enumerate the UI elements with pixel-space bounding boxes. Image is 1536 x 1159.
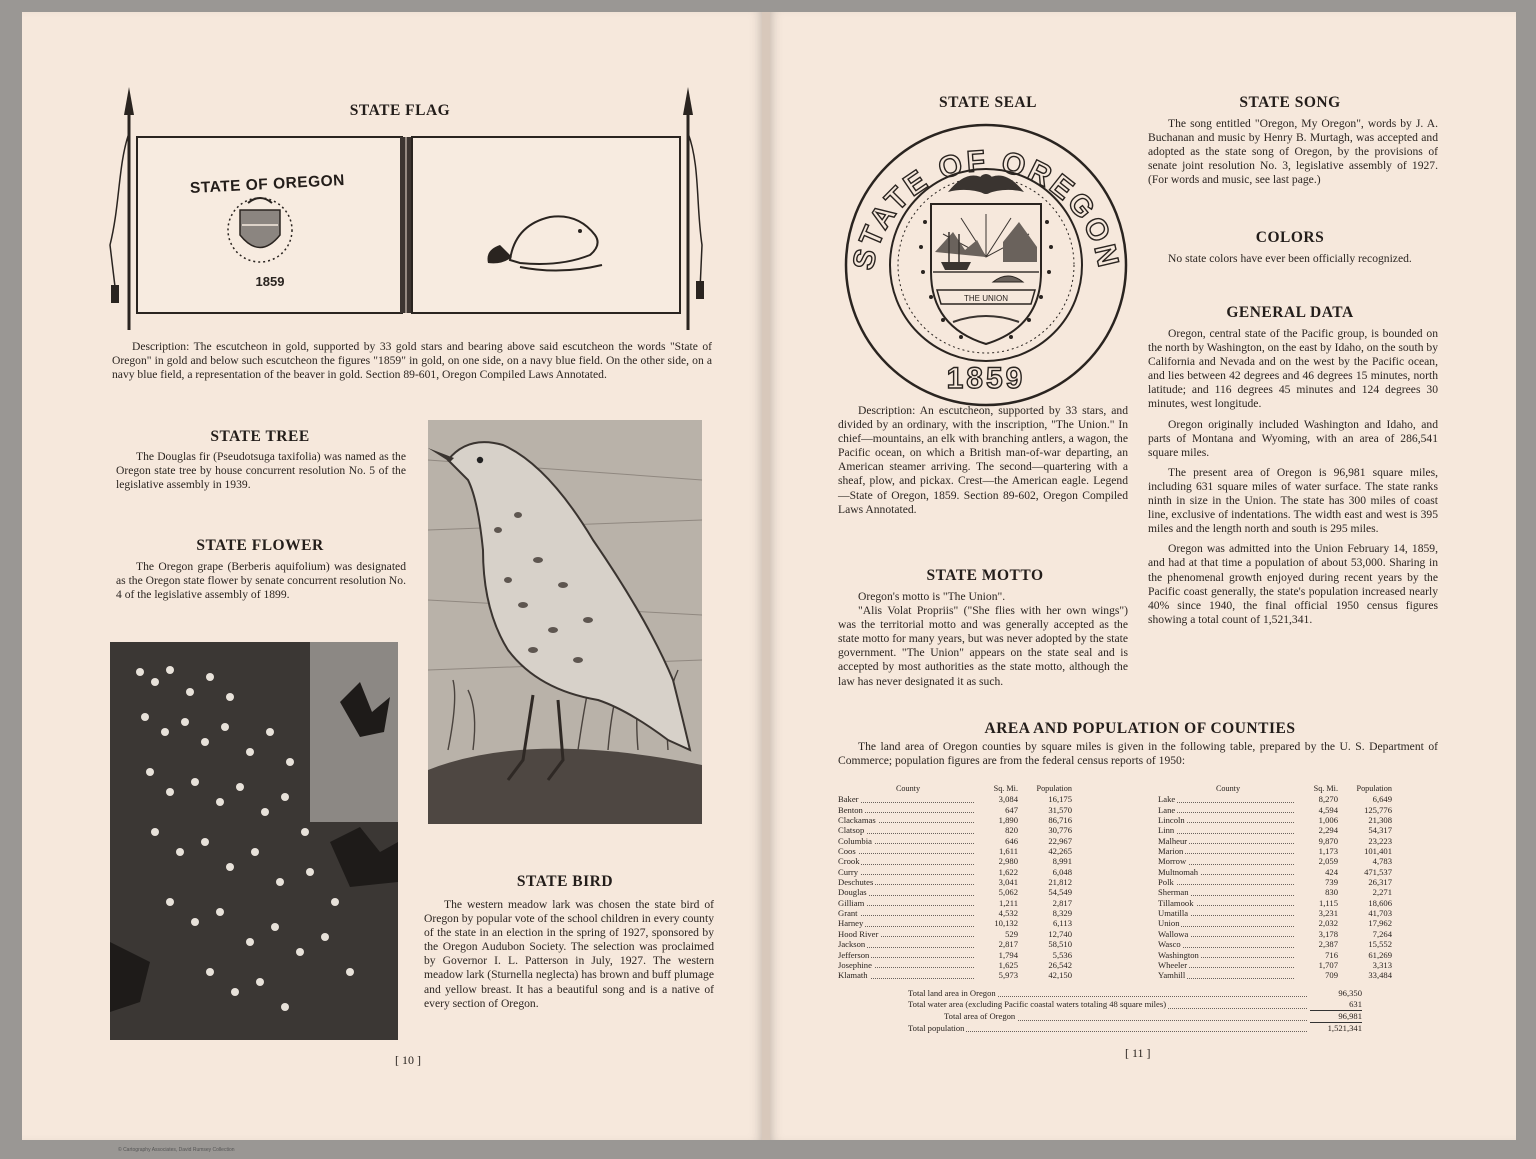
table-row	[838, 929, 1072, 939]
table-row	[838, 908, 1072, 918]
county-population: 8,329	[1052, 908, 1072, 919]
county-sq-mi: 5,973	[998, 970, 1018, 981]
county-name	[1158, 877, 1298, 887]
county-population: 41,703	[1368, 908, 1392, 919]
table-row	[838, 898, 1072, 908]
county-sq-mi: 647	[1005, 804, 1018, 815]
total-area-row	[908, 1011, 1362, 1023]
flag-description-text: Description: The escutcheon in gold, supported by 33 gold stars and bearing above said escutcheon the words "State of Oregon" in gold and below such escutcheon the figures "1859" in gold, on one side, on a navy blue field. On the other side, on a navy blue field, a representation of the beaver in gold. Section 89-601, Oregon Compiled Laws Annotated.	[112, 340, 712, 382]
general-data-heading: GENERAL DATA	[1226, 304, 1354, 321]
county-population: 30,776	[1048, 825, 1072, 836]
county-name-text: Lane	[1158, 804, 1176, 815]
county-population: 6,649	[1372, 794, 1392, 805]
county-sq-mi: 3,231	[1318, 908, 1338, 919]
county-name-text: Jefferson	[838, 949, 870, 960]
total-land-value: 96,350	[1338, 988, 1362, 998]
header-sq-mi: Sq. Mi.	[993, 784, 1018, 793]
county-name-text: Malheur	[1158, 835, 1188, 846]
table-header	[838, 784, 1072, 794]
county-sq-mi: 2,059	[1318, 856, 1338, 867]
credit-line: © Cartography Associates, David Rumsey Collection	[118, 1147, 235, 1153]
county-population: 2,817	[1052, 897, 1072, 908]
county-rows-right	[1158, 794, 1392, 980]
county-name-text: Josephine	[838, 959, 872, 970]
county-sq-mi: 1,611	[998, 846, 1018, 857]
county-sq-mi: 1,890	[998, 815, 1018, 826]
county-name	[838, 815, 978, 825]
seal-description-text: Description: An escutcheon, supported by 33 stars, and divided by an ordinary, with the inscription, "The Union." In chief—mountains, an elk with branching antlers, a wagon, the Pacific ocean, on which a British man-of-war departing, an American steamer arriving. The second—quartering with a sheaf, plow, and pickax. Crest—the American eagle. Legend—State of Oregon, 1859. Section 89-602, Oregon Compiled Laws Annotated.	[838, 404, 1128, 516]
county-sq-mi: 3,041	[998, 877, 1018, 888]
county-population: 7,264	[1372, 928, 1392, 939]
state-motto-heading: STATE MOTTO	[926, 567, 1044, 584]
county-population: 42,265	[1048, 846, 1072, 857]
county-sq-mi: 1,173	[1318, 846, 1338, 857]
state-flag-illustration	[90, 85, 710, 335]
table-row	[1158, 836, 1392, 846]
county-name	[838, 887, 978, 897]
table-row	[838, 950, 1072, 960]
county-population: 17,962	[1368, 918, 1392, 929]
county-sq-mi: 424	[1325, 866, 1338, 877]
header-population: Population	[1356, 784, 1392, 793]
seal-banner-text: THE UNION	[964, 294, 1008, 303]
county-sq-mi: 1,622	[998, 866, 1018, 877]
total-land-row	[908, 988, 1362, 999]
table-row	[838, 846, 1072, 856]
county-population: 12,740	[1048, 928, 1072, 939]
county-name-text: Douglas	[838, 887, 867, 898]
county-name	[1158, 867, 1298, 877]
county-population: 33,484	[1368, 970, 1392, 981]
county-name-text: Jackson	[838, 939, 866, 950]
county-name	[1158, 898, 1298, 908]
county-name	[838, 908, 978, 918]
county-population: 61,269	[1368, 949, 1392, 960]
meadowlark-picture	[428, 420, 702, 824]
county-name-text: Coos	[838, 846, 856, 857]
table-row	[1158, 856, 1392, 866]
county-sq-mi: 9,870	[1318, 835, 1338, 846]
county-name-text: Marion	[1158, 846, 1184, 857]
state-flower-heading: STATE FLOWER	[196, 537, 324, 554]
county-name-text: Yamhill	[1158, 970, 1186, 981]
county-population: 86,716	[1048, 815, 1072, 826]
seal-description	[838, 404, 1128, 523]
total-water-row	[908, 999, 1362, 1011]
total-area-label: Total area of Oregon	[944, 1011, 1016, 1021]
county-name	[1158, 815, 1298, 825]
county-name	[1158, 960, 1298, 970]
county-sq-mi: 2,980	[998, 856, 1018, 867]
county-name-text: Washington	[1158, 949, 1199, 960]
total-land-label: Total land area in Oregon	[908, 988, 996, 998]
counties-heading: AREA AND POPULATION OF COUNTIES	[984, 720, 1296, 737]
county-sq-mi: 8,270	[1318, 794, 1338, 805]
county-name-text: Deschutes	[838, 877, 874, 888]
seal-year-text: 1859	[946, 362, 1026, 395]
county-sq-mi: 2,817	[998, 939, 1018, 950]
county-population: 6,113	[1052, 918, 1072, 929]
header-county: County	[895, 784, 921, 793]
county-sq-mi: 4,594	[1318, 804, 1338, 815]
county-name-text: Lincoln	[1158, 815, 1185, 826]
county-name-text: Multnomah	[1158, 866, 1199, 877]
county-sq-mi: 2,294	[1318, 825, 1338, 836]
county-name-text: Umatilla	[1158, 908, 1189, 919]
county-name-text: Linn	[1158, 825, 1175, 836]
table-row	[838, 794, 1072, 804]
county-name	[1158, 908, 1298, 918]
table-row	[838, 939, 1072, 949]
county-name	[838, 856, 978, 866]
county-name	[838, 950, 978, 960]
county-population: 3,313	[1372, 959, 1392, 970]
county-population: 125,776	[1364, 804, 1392, 815]
county-name	[838, 805, 978, 815]
county-sq-mi: 10,132	[994, 918, 1018, 929]
state-bird-text	[424, 898, 714, 1017]
colors-paragraph: No state colors have ever been officially recognized.	[1168, 252, 1412, 265]
county-name	[838, 825, 978, 835]
county-sq-mi: 820	[1005, 825, 1018, 836]
county-name-text: Polk	[1158, 877, 1174, 888]
county-table-left	[838, 784, 1072, 981]
county-sq-mi: 830	[1325, 887, 1338, 898]
county-name-text: Benton	[838, 804, 863, 815]
county-name-text: Hood River	[838, 928, 879, 939]
totals-block	[908, 988, 1362, 1034]
table-row	[1158, 970, 1392, 980]
motto-paragraph-1: Oregon's motto is "The Union".	[858, 590, 1006, 603]
total-population-row	[908, 1023, 1362, 1034]
county-name	[1158, 950, 1298, 960]
county-name	[838, 846, 978, 856]
county-sq-mi: 4,532	[998, 908, 1018, 919]
county-population: 16,175	[1048, 794, 1072, 805]
county-sq-mi: 1,625	[998, 959, 1018, 970]
county-name-text: Baker	[838, 794, 859, 805]
county-name-text: Morrow	[1158, 856, 1187, 867]
page-gutter	[762, 12, 770, 1140]
county-name	[1158, 825, 1298, 835]
colors-heading: COLORS	[1255, 229, 1325, 246]
county-sq-mi: 3,178	[1318, 928, 1338, 939]
table-row	[1158, 846, 1392, 856]
county-name	[838, 970, 978, 980]
state-song-text	[1148, 117, 1438, 193]
county-population: 22,967	[1048, 835, 1072, 846]
total-water-value: 631	[1310, 999, 1362, 1011]
oregon-grape-picture	[110, 642, 398, 1040]
flag-description	[112, 340, 712, 388]
state-seal-heading: STATE SEAL	[939, 94, 1037, 111]
county-sq-mi: 3,084	[998, 794, 1018, 805]
county-sq-mi: 2,387	[1318, 939, 1338, 950]
state-flower-text	[116, 560, 406, 608]
table-row	[838, 887, 1072, 897]
county-sq-mi: 1,211	[998, 897, 1018, 908]
county-population: 26,317	[1368, 877, 1392, 888]
county-population: 31,570	[1048, 804, 1072, 815]
svg-text:STATE OF OREGON	[847, 145, 1125, 273]
county-name	[1158, 939, 1298, 949]
table-row	[838, 960, 1072, 970]
table-row	[838, 918, 1072, 928]
county-sq-mi: 1,115	[1318, 897, 1338, 908]
table-row	[838, 815, 1072, 825]
county-name	[1158, 918, 1298, 928]
county-table-right	[1158, 784, 1392, 981]
county-name-text: Wallowa	[1158, 928, 1189, 939]
county-name	[838, 960, 978, 970]
county-sq-mi: 1,707	[1318, 959, 1338, 970]
county-name-text: Clatsop	[838, 825, 865, 836]
total-population-value: 1,521,341	[1327, 1023, 1362, 1033]
counties-intro-text: The land area of Oregon counties by square miles is given in the following table, prepared by the U. S. Department of Commerce; population figures are from the federal census reports of 1950:	[838, 740, 1438, 768]
county-population: 23,223	[1368, 835, 1392, 846]
county-sq-mi: 709	[1325, 970, 1338, 981]
county-name-text: Crook	[838, 856, 860, 867]
county-name	[1158, 836, 1298, 846]
table-row	[1158, 939, 1392, 949]
flag-year-text: 1859	[255, 274, 285, 289]
table-row	[1158, 908, 1392, 918]
table-row	[838, 867, 1072, 877]
county-name	[838, 867, 978, 877]
state-song-heading: STATE SONG	[1239, 94, 1341, 111]
county-sq-mi: 5,062	[998, 887, 1018, 898]
colors-text	[1148, 252, 1438, 272]
county-sq-mi: 529	[1005, 928, 1018, 939]
table-row	[1158, 815, 1392, 825]
county-sq-mi: 646	[1005, 835, 1018, 846]
header-population: Population	[1036, 784, 1072, 793]
total-water-label: Total water area (excluding Pacific coastal waters totaling 48 square miles)	[908, 999, 1167, 1009]
table-row	[1158, 898, 1392, 908]
county-sq-mi: 739	[1325, 877, 1338, 888]
county-name	[838, 898, 978, 908]
general-paragraph-2: Oregon originally included Washington and Idaho, and parts of Montana and Wyoming, with an area of 286,541 square miles.	[1148, 417, 1438, 459]
county-name-text: Gilliam	[838, 897, 865, 908]
seal-legend-text: STATE OF OREGON	[846, 144, 1126, 273]
county-name	[1158, 856, 1298, 866]
county-name-text: Columbia	[838, 835, 872, 846]
county-name-text: Lake	[1158, 794, 1176, 805]
county-population: 54,549	[1048, 887, 1072, 898]
county-population: 42,150	[1048, 970, 1072, 981]
county-name	[838, 794, 978, 804]
state-motto-text	[838, 590, 1128, 695]
county-sq-mi: 1,794	[998, 949, 1018, 960]
county-population: 21,812	[1048, 877, 1072, 888]
state-tree-text	[116, 450, 406, 498]
table-row	[838, 825, 1072, 835]
county-sq-mi: 2,032	[1318, 918, 1338, 929]
page-number-right: [ 11 ]	[1125, 1046, 1151, 1060]
total-area-value: 96,981	[1310, 1011, 1362, 1023]
seal-lettering	[843, 122, 1129, 408]
header-sq-mi: Sq. Mi.	[1313, 784, 1338, 793]
county-population: 5,536	[1052, 949, 1072, 960]
county-name	[838, 836, 978, 846]
table-row	[1158, 794, 1392, 804]
county-name	[1158, 970, 1298, 980]
state-tree-heading: STATE TREE	[210, 428, 310, 445]
county-name-text: Clackamas	[838, 815, 876, 826]
county-population: 8,991	[1052, 856, 1072, 867]
county-name-text: Curry	[838, 866, 859, 877]
table-row	[1158, 805, 1392, 815]
county-name-text: Wheeler	[1158, 959, 1188, 970]
motto-paragraph-2: "Alis Volat Propriis" ("She flies with her own wings") was the territorial motto and was generally accepted as the state motto for many years, but was never adopted by the state government. "The Union" appears on the state seal and is accepted by most authorities as the state motto, although the law has never designated it as such.	[838, 604, 1128, 688]
state-flower-paragraph: The Oregon grape (Berberis aquifolium) was designated as the Oregon state flower by senate concurrent resolution No. 4 of the legislative assembly of 1899.	[116, 560, 406, 602]
county-name-text: Union	[1158, 918, 1180, 929]
state-bird-paragraph: The western meadow lark was chosen the state bird of Oregon by popular vote of the school children in every county of the state in an election in the spring of 1927, sponsored by the Oregon Audubon Society. The selection was proclaimed by Governor I. L. Patterson in July, 1927. The western meadow lark (Sturnella neglecta) has brown and buff plumage and yellow breast. It has a beautiful song and is a native of every section of Oregon.	[424, 898, 714, 1010]
table-row	[1158, 825, 1392, 835]
county-name-text: Wasco	[1158, 939, 1181, 950]
table-row	[1158, 929, 1392, 939]
county-name	[838, 939, 978, 949]
county-name	[838, 929, 978, 939]
county-name	[1158, 846, 1298, 856]
total-population-label: Total population	[908, 1023, 965, 1033]
table-header	[1158, 784, 1392, 794]
table-row	[838, 856, 1072, 866]
county-population: 18,606	[1368, 897, 1392, 908]
county-name-text: Sherman	[1158, 887, 1189, 898]
table-row	[838, 970, 1072, 980]
table-row	[1158, 918, 1392, 928]
county-population: 6,048	[1052, 866, 1072, 877]
page-number-left: [ 10 ]	[395, 1053, 421, 1067]
county-population: 21,308	[1368, 815, 1392, 826]
county-name	[1158, 887, 1298, 897]
county-name-text: Harney	[838, 918, 864, 929]
county-name	[838, 877, 978, 887]
county-sq-mi: 1,006	[1318, 815, 1338, 826]
county-population: 4,783	[1372, 856, 1392, 867]
county-population: 471,537	[1364, 866, 1392, 877]
table-row	[1158, 867, 1392, 877]
table-row	[1158, 950, 1392, 960]
table-row	[1158, 877, 1392, 887]
general-paragraph-3: The present area of Oregon is 96,981 square miles, including 631 square miles of water surface. The state ranks ninth in size in the Union. The state has 300 miles of coast line, exclusive of indentations. The width east and west is 395 miles and the length north and south is 295 miles.	[1148, 465, 1438, 536]
table-row	[1158, 887, 1392, 897]
county-name-text: Klamath	[838, 970, 868, 981]
flag-title-text: STATE OF OREGON	[189, 171, 346, 198]
county-name	[1158, 805, 1298, 815]
table-row	[838, 836, 1072, 846]
state-flag-heading: STATE FLAG	[349, 102, 451, 119]
county-name	[838, 918, 978, 928]
county-name-text: Tillamook	[1158, 897, 1194, 908]
general-paragraph-1: Oregon, central state of the Pacific group, is bounded on the north by Washington, on the east by Idaho, on the south by California and Nevada and on the west by the Pacific ocean, and lies between 42 degrees and 46 degrees 15 minutes, north latitude; and 116 degrees 45 minutes and 124 degrees 30 minutes, west longitude.	[1148, 327, 1438, 411]
county-population: 58,510	[1048, 939, 1072, 950]
county-population: 15,552	[1368, 939, 1392, 950]
counties-intro	[838, 740, 1438, 774]
county-name-text: Grant	[838, 908, 858, 919]
table-row	[1158, 960, 1392, 970]
county-population: 26,542	[1048, 959, 1072, 970]
state-bird-heading: STATE BIRD	[516, 873, 614, 890]
general-paragraph-4: Oregon was admitted into the Union February 14, 1859, and had at that time a population of about 53,000. Sharing in the phenomenal growth enjoyed during recent years by the Pacific coast generally, the state's population increased nearly 40% since 1940, the final official 1950 census figures showing a total count of 1,521,341.	[1148, 542, 1438, 626]
general-data-text	[1148, 327, 1438, 633]
county-name	[1158, 929, 1298, 939]
table-row	[838, 877, 1072, 887]
state-tree-paragraph: The Douglas fir (Pseudotsuga taxifolia) was named as the Oregon state tree by house concurrent resolution No. 5 of the legislative assembly in 1939.	[116, 450, 406, 492]
state-song-paragraph: The song entitled "Oregon, My Oregon", words by J. A. Buchanan and music by Henry B. Murtagh, was accepted and adopted as the state song of Oregon, by the provisions of senate joint resolution No. 3, legislative assembly of 1927. (For words and music, see last page.)	[1148, 117, 1438, 187]
county-name	[1158, 794, 1298, 804]
table-row	[838, 805, 1072, 815]
county-population: 2,271	[1372, 887, 1392, 898]
county-rows-left	[838, 794, 1072, 980]
county-sq-mi: 716	[1325, 949, 1338, 960]
county-population: 101,401	[1364, 846, 1392, 857]
header-county: County	[1215, 784, 1241, 793]
county-population: 54,317	[1368, 825, 1392, 836]
